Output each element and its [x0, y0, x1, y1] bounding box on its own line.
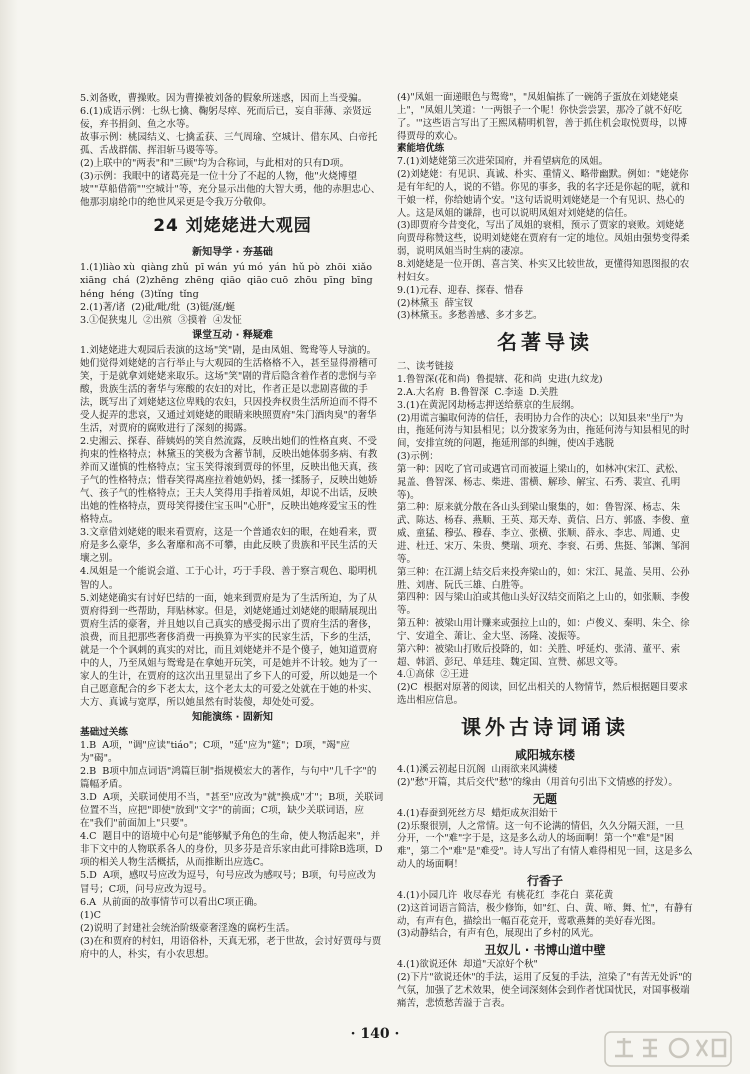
- answer-paragraph: (4)"凤姐一面递眼色与鸳鸯"，"凤姐偏拣了一碗鸽子蛋放在刘姥姥桌上"，"凤姐儿笑道：'一两银子一个呢！你快尝尝罢，那冷了就不好吃了。'"这些语言写出了王熙凤精明机智，善于抓住机会取悦贾母，以博得贾母的欢心。: [397, 92, 688, 142]
- classics-guide-answers: [397, 361, 693, 708]
- answer-paragraph: 8.刘姥姥是一位开朗、喜言笑、朴实又比较世故，更懂得知恩图报的农村妇女。: [397, 258, 690, 283]
- poem-title: 无题: [532, 791, 557, 806]
- answer-paragraph: 第三种：在江湖上结交后来投奔梁山的，如：宋江、晁盖、吴用、公孙胜、刘唐、阮氏三雄、白胜等。: [397, 566, 690, 591]
- poem-answer-line: (2)乐聚很别，人之常情。这一句不论满的情侣，久久分隔天涯，一旦分开，一个"难"字于是，这是多么动人的场面啊！第一个"难"是"困难"，第二个"难"是"难受"。诗人写出了有情人难得相见一回，这是多么动人的场面啊！: [397, 820, 693, 871]
- answer-paragraph: 5.刘姥姥确实有讨好巴结的一面，她来到贾府是为了生活所迫，为了从贾府得到一些帮助，拜贴林家。但是，刘姥姥通过刘姥姥的眼睛展现出贾府生活的豪奢，并且她以自己真实的感受揭示出了贾府生活的奢侈，浪费，而且把那些奢侈消费一再换算为平实的民家生活，下乡的生活，就是一个个讽刺的真实的对比，而且刘姥姥并不是个傻子，她知道贾府中的人，乃至凤姐与鸳鸯是在拿她开玩笑，可是她并不计较。她为了一家人的生计，在贾府的这次出丑里显出了乡下人的可爱，所以她是一个自己愿意配合的乡下老太太，这个老太太的可爱之处就在于她的朴实、大方、真诚与宽厚，所以她虽然有时装傻，却处处可爱。: [80, 592, 378, 708]
- section-title-new-knowledge: 新知导学 · 夯基础: [192, 247, 273, 259]
- answer-paragraph: 1.(1)liào xù qiàng zhǔ pī wán yú mó yán hǔ pò zhōi xiǎo xiāng chá (2)zhēng zhēng qiāo qiāo cuō zhōu pīng bīng héng héng (3)tǐng tǐng: [80, 262, 379, 300]
- answer-paragraph: (3)示例：我眼中的诸葛亮是一位十分了不起的人物，他"火烧博望坡""草船借箭""空城计"等，充分显示出他的大智大勇，他的赤胆忠心、他那羽扇纶巾的绝世风采更是令我万分敬仰。: [80, 171, 381, 209]
- answer-paragraph: (2)用谎言骗取何涛的信任，表明协力合作的决心；以知县来"坐厅"为由，拖延何涛与知县相见；以分拨家务为由，拖延何涛与知县相见的时间，安排宣统的问题，拖延刑部的纠缠，使凶手逃脱: [397, 412, 690, 450]
- answer-paragraph: 第六种：被梁山打败后投降的，如：关胜、呼延灼、张清、董平、索超、韩滔、彭玘、单廷珪、魏定国、宣赞、郝思文等。: [397, 643, 681, 668]
- section-title-classroom: 课堂互动 · 释疑难: [192, 329, 273, 341]
- answer-paragraph: 第二种：原来就分散在各山头到梁山聚集的，如：鲁智深、杨志、朱武、陈达、杨春、燕顺、王英、郑天寿、黄信、吕方、郭盛、李俊、童威、童猛、穆弘、穆春、李立、张横、张顺、薛永、李忠、周通、史进、杜迁、宋万、朱贵、樊瑞、项充、李衮、石勇、焦挺、邹渊、邹润等。: [397, 502, 690, 565]
- basic-practice-label: 基础过关练: [80, 726, 128, 738]
- poem-title: 丑奴儿 · 书博山道中壁: [484, 943, 606, 958]
- answer-paragraph: 1.刘姥姥进大观园后表演的这场"笑"剧，是由凤姐、鸳鸯等人导演的。她们觉得刘姥姥的言行举止与大观园的生活格格不入，甚至显得滑稽可笑，于是就拿刘姥姥来取乐。这场"笑"剧的背后隐含着作者的悲悯与辛酸，贵族生活的奢华与寒酸的农妇的对比，作者正是以悲剧喜做的手法，既写出了刘姥姥这位卑贱的农妇，只因投奔权贵生活所迫而不得不受人捉弄的悲哀，又通过刘姥姥的眼睛来映照贾府"朱门酒肉臭"的奢华生活，对贾府的腐败进行了深刻的揭露。: [80, 344, 378, 434]
- section-title-practice: 知能演练 · 固新知: [192, 711, 273, 723]
- extension-answers: [397, 156, 693, 323]
- answer-paragraph: (2)C 根据对原著的阅读，回忆出相关的人物情节，然后根据题目要求选出相应信息。: [397, 682, 688, 707]
- poetry-answers: [397, 746, 693, 1011]
- answer-paragraph: 1.B A项，"调"应读"tiáo"；C项，"延"应为"筵"；D项，"竭"应为"碣"。: [80, 740, 350, 765]
- answer-paragraph: (3)林黛玉。多愁善感、多才多艺。: [397, 310, 543, 322]
- new-knowledge-answers: [80, 261, 385, 326]
- answer-paragraph: 2.(1)著/诸 (2)砒/毗/纰 (3)铤/涎/蜒: [80, 301, 236, 313]
- poem-answer-line: (2)"愁"开篇，其后交代"愁"的缘由（用首句引出下文情感的抒发）。: [397, 776, 678, 788]
- answer-paragraph: 3.文章借刘姥姥的眼来看贾府，这是一个普通农妇的眼，在她看来，贾府是多么豪华，多么奢靡和高不可攀，由此反映了贵族和平民生活的天壤之别。: [80, 527, 378, 565]
- poem-answer-line: 4.(1)溪云初起日沉阁 山雨欲来风满楼: [397, 763, 558, 775]
- answer-paragraph: (1)C: [80, 909, 101, 921]
- answer-paragraph: 二、读考链接: [397, 361, 454, 373]
- poem-answer-line: 4.(1)欲说还休 却道"天凉好个秋": [397, 959, 538, 971]
- answer-paragraph: 2.史湘云、探春、薛姨妈的笑自然流露，反映出她们的性格直爽、不受拘束的性格特点；林黛玉的笑极为含蓄节制，反映出她体弱多病、有教养而又谨慎的性格特点；宝玉笑得滚到贾母的怀里，反映出他天真，孩子气的性格特点；惜春笑得离座拉着她奶妈，揉一揉肠子，反映出她娇气、孩子气的性格特点；王夫人笑得用手指着凤姐，却说不出话，反映出她的性格特点，贾母笑得搂住宝玉叫"心肝"，反映出她疼爱宝玉的性格特点。: [80, 435, 378, 526]
- answer-paragraph: 4.凤姐是一个能说会道、工于心计，巧于手段、善于察言观色、聪明机智的人。: [80, 566, 377, 591]
- answer-paragraph: (2)刘姥姥：有见识、真诚、朴实、重情义、略带幽默。例如："姥姥你是有年纪的人，说的不错。你见的事多，我的名字还是你起的呢，就和干娘一样，你给她请个安。"这句话说明刘姥姥是一个有见识、热心的人。这是凤姐的谦辞，也可以说明凤姐对刘姥姥的信任。: [397, 169, 690, 219]
- classics-guide-title: 名著导读: [497, 330, 593, 355]
- answer-paragraph: 6.A 从前面的故事情节可以看出C项正确。: [80, 896, 264, 908]
- right-column: [397, 92, 693, 1011]
- answer-paragraph: 2.A.大名府 B.鲁智深 C.李逵 D.关胜: [397, 386, 559, 398]
- page-number: · 140 ·: [350, 1026, 400, 1042]
- page-edge-shadow: [0, 0, 18, 1074]
- chapter-title: 24 刘姥姥进大观园: [153, 216, 312, 237]
- answer-paragraph: 第一种：因吃了官司或遇官司而被逼上梁山的，如林冲(宋江、武松、晁盖、鲁智深、杨志、柴进、雷横、解珍、解宝、石秀、裴宣、孔明等)。: [397, 463, 684, 501]
- basic-practice-answers: [80, 739, 385, 896]
- answer-paragraph: 故事示例：桃园结义、七擒孟获、三气周瑜、空城计、借东风、白帝托孤、舌战群儒、挥泪斩马谡等等。: [80, 132, 378, 157]
- poetry-section-title: 课外古诗词诵读: [461, 714, 629, 739]
- poem-answer-line: (3)动静结合，有声有色，展现出了乡村的风光。: [397, 928, 600, 940]
- poem-answer-line: (2)这首词语言简洁，极少修饰，如"红、白、黄、啼、舞、忙"，有静有动，有声有色，描绘出一幅百花竞开，莺歌燕舞的美好春光图。: [397, 902, 693, 927]
- extension-label: 素能培优练: [397, 143, 445, 155]
- watermark-logo: [603, 1030, 733, 1068]
- answer-paragraph: 4.①高俅 ②王进: [397, 669, 469, 681]
- chapter-23-answers: [80, 92, 385, 209]
- answer-paragraph: (2)说明了封建社会统治阶级豪奢淫逸的腐朽生活。: [80, 922, 296, 934]
- poem-answer-line: 4.(1)春蚕到死丝方尽 蜡炬成灰泪始干: [397, 807, 558, 819]
- answer-paragraph: (2)上联中的"两表"和"三顾"均为合称词，与此相对的只有D项。: [80, 158, 350, 170]
- answer-paragraph: 4.C 题目中的语境中心句是"能够赋予角色的生命，使人物活起来"，并非下文中的人物联系各人的身份，贝多芬是音乐家由此可排除B选项，D项的相关人物生活概括，从而推断出应选C。: [80, 831, 383, 869]
- poem-title: 行香子: [526, 873, 563, 888]
- answer-paragraph: 6.(1)成语示例：七纵七擒、鞠躬尽瘁、死而后已，妄自菲薄、亲贤远佞，弃书捐剑、鱼之水等。: [80, 106, 372, 131]
- answer-paragraph: (3)在和贾府的村妇，用语俗朴，天真无邪，老于世故，会讨好贾母与贾府中的人，朴实，有小农思想。: [80, 935, 382, 960]
- right-top-answers: [397, 92, 693, 143]
- answer-paragraph: (3)示例：: [397, 451, 439, 463]
- classroom-answers: [80, 344, 385, 709]
- answer-paragraph: 2.B B项中加点词语"鸿篇巨制"指规模宏大的著作，与句中"几千字"的篇幅矛盾。: [80, 766, 377, 791]
- answer-paragraph: 3.D A项，关联词使用不当，"甚至"应改为"就"换成"才"；B项，关联词位置不当，应把"即使"放到"文字"的前面；C项，缺少关联词语，应在"我们"前面加上"只要"。: [80, 792, 384, 830]
- answer-paragraph: 3.(1)在黄泥冈劫杨志押送给蔡京的生辰纲。: [397, 399, 580, 411]
- poem-answer-line: 4.(1)小园几许 收尽春光 有桃花红 李花白 菜花黄: [397, 889, 614, 901]
- answer-paragraph: (3)即贾府今昔变化，写出了凤姐的衰相，预示了贾家的衰败。刘姥姥向贾母称赞这些，说明刘姥姥在贾府有一定的地位。凤姐由强势变得柔弱，说明凤姐当时生病的凄凉。: [397, 220, 690, 258]
- answer-paragraph: (2)林黛玉 薛宝钗: [397, 297, 473, 309]
- answer-paragraph: 5.D A项，感叹号应改为逗号，句号应改为感叹号；B项，句号应改为冒号；C项，问号应改为逗号。: [80, 870, 376, 895]
- left-column: [80, 92, 385, 961]
- answer-paragraph: 第四种：因与梁山泊或其他山头好汉结交而陷之上山的，如张顺、李俊等。: [397, 592, 690, 617]
- answer-paragraph: 9.(1)元春、迎春、探春、惜春: [397, 284, 524, 296]
- answer-paragraph: 3.①促狭鬼儿 ②出殡 ③摸着 ④发怔: [80, 314, 242, 326]
- answer-paragraph: 5.刘备败，曹操败。因为曹操被刘备的假象所迷惑，因而上当受骗。: [80, 93, 368, 104]
- answer-paragraph: 7.(1)刘姥姥第三次进荣国府，并看望病危的凤姐。: [397, 156, 609, 168]
- answer-paragraph: 1.鲁智深(花和尚) 鲁提辖、花和尚 史进(九纹龙): [397, 374, 603, 386]
- answer-paragraph: 第五种：被梁山用计赚来或强拉上山的，如：卢俊义、秦明、朱仝、徐宁、安道全、萧让、金大坚、汤隆、凌振等。: [397, 618, 690, 642]
- poem-answer-line: (2)下片"欲说还休"的手法，运用了反复的手法，渲染了"有苦无处诉"的气氛，加强了艺术效果，使全词深刻体会到作者忧国忧民，对国事极端痛苦，悲愤愁苦溢于言表。: [397, 972, 692, 1009]
- reading-answers: [80, 896, 385, 961]
- poem-title: 咸阳城东楼: [514, 747, 575, 762]
